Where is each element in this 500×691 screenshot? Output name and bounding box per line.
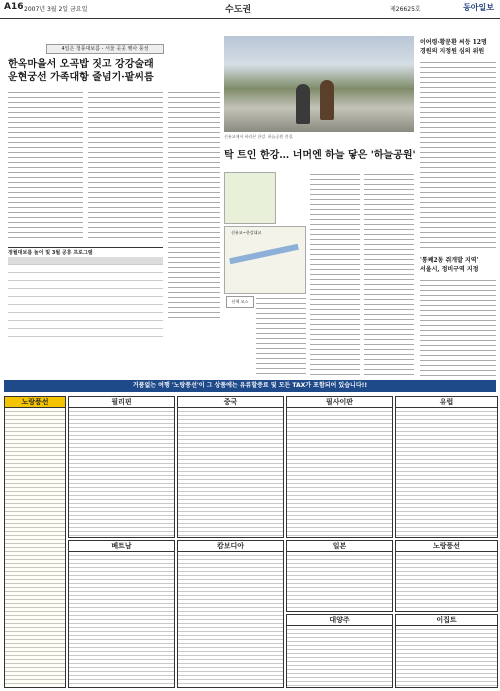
ad-left-brand: 노랑풍선 — [5, 397, 65, 408]
sidebar-label: 산책 코스 — [226, 296, 254, 308]
left-headline-line1: 한옥마을서 오곡밥 짓고 강강술래 — [8, 59, 154, 70]
page-header — [0, 0, 500, 19]
ad-title-4: 유럽 — [396, 397, 497, 408]
ad-box-6 — [177, 540, 284, 688]
ad-title-3: 필사이판 — [287, 397, 392, 408]
ad-box-3 — [286, 396, 393, 538]
newspaper-logo: 동아일보 — [463, 3, 494, 12]
ad-title-2: 중국 — [178, 397, 283, 408]
page-date: 2007년 3월 2일 금요일 — [24, 6, 88, 13]
ad-box-9 — [395, 540, 498, 612]
ad-title-10: 이집트 — [396, 615, 497, 626]
ad-title-1: 필리핀 — [69, 397, 174, 408]
left-body-col1 — [8, 90, 83, 240]
ad-title-8: 대양주 — [287, 615, 392, 626]
center-headline: 탁 트인 한강… 너머엔 하늘 닿은 '하늘공원' — [224, 150, 416, 161]
right-body-2 — [420, 278, 496, 376]
left-body-col3 — [168, 90, 220, 320]
photo-caption: 선유교에서 바라본 한강. 하늘공원 전경. — [224, 134, 294, 139]
map-label: 선유교~한강대교 — [231, 230, 262, 235]
ad-banner: 거품없는 여행 '노랑풍선'이 그 상품에는 유류할증료 및 모든 TAX가 포함되어 있습니다!! — [4, 380, 496, 392]
hangang-photo — [224, 36, 414, 132]
ad-box-1 — [68, 396, 175, 538]
table-title: 정월대보름 놀이 및 3월 공휴 프로그램 — [8, 250, 93, 256]
ad-left-column — [4, 396, 66, 688]
left-headline-line2: 운현궁선 가족대항 줄넘기·팥씨름 — [8, 72, 154, 83]
right-headline-1 — [420, 38, 496, 56]
event-table — [8, 247, 163, 348]
ad-title-9: 노랑풍선 — [396, 541, 497, 552]
right-headline-2-line1: '통째2동 쥐개발 지역' — [420, 257, 479, 264]
ad-box-4 — [395, 396, 498, 538]
center-sidebar-text — [256, 296, 306, 376]
ad-box-2 — [177, 396, 284, 538]
right-headline-1-line1: 이어령·황문환 씨등 12명 — [420, 39, 487, 46]
ad-title-7: 일본 — [287, 541, 392, 552]
ad-box-7 — [286, 540, 393, 612]
ad-box-10 — [395, 614, 498, 688]
right-body-1 — [420, 60, 496, 250]
route-map — [224, 226, 306, 294]
issue-number: 제26625호 — [390, 6, 421, 13]
ad-title-6: 캄보디아 — [178, 541, 283, 552]
right-headline-2-line2: 서울시, 정비구역 지정 — [420, 266, 479, 273]
ad-title-5: 베트남 — [69, 541, 174, 552]
ad-box-5 — [68, 540, 175, 688]
left-kicker: 4일은 청풍대보름 - 서울 곳곳 행사 풍성 — [46, 44, 164, 54]
park-illustration — [224, 172, 276, 224]
right-headline-2 — [420, 256, 496, 274]
left-body-col2 — [88, 90, 163, 240]
ad-box-8 — [286, 614, 393, 688]
right-headline-1-line2: 경원의 지정원 심의 위원 — [420, 48, 485, 55]
page-number: A16 — [4, 2, 24, 12]
section-title: 수도권 — [225, 5, 252, 15]
center-body-col1 — [310, 172, 360, 376]
left-headline — [8, 58, 168, 84]
center-body-col2 — [364, 172, 414, 376]
